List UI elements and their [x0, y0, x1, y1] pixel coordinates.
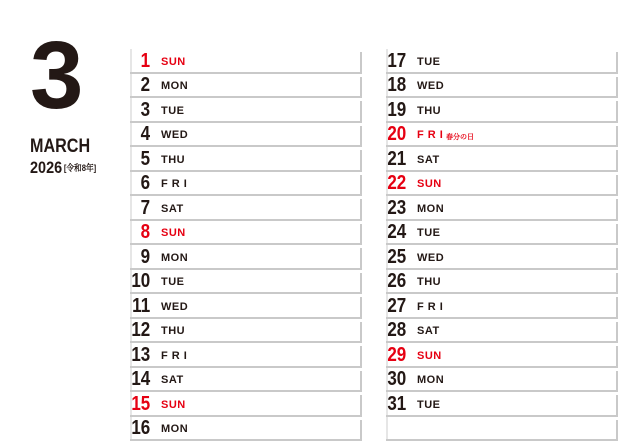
day-row [130, 417, 362, 442]
day-number: 19 [387, 98, 406, 121]
day-row [130, 294, 362, 319]
day-of-week: SUN [417, 349, 442, 362]
day-of-week: SAT [161, 202, 184, 215]
day-row [386, 123, 618, 148]
day-of-week: WED [161, 129, 189, 141]
day-number: 17 [387, 49, 406, 72]
day-of-week: SAT [417, 153, 440, 166]
day-row [130, 74, 362, 99]
day-row [386, 74, 618, 99]
day-row [386, 147, 618, 172]
day-row [386, 221, 618, 246]
day-of-week: THU [417, 276, 442, 288]
day-number: 27 [387, 294, 406, 317]
day-row [386, 368, 618, 393]
day-number: 2 [140, 74, 150, 96]
day-of-week: WED [161, 300, 189, 313]
day-of-week: SUN [161, 398, 186, 411]
day-row [386, 417, 618, 442]
day-row [386, 294, 618, 319]
day-row [130, 245, 362, 270]
day-row [130, 98, 362, 123]
day-row [386, 245, 618, 270]
day-row [130, 49, 362, 74]
day-row [386, 319, 618, 344]
day-number: 23 [387, 196, 406, 219]
day-number: 29 [387, 343, 406, 366]
day-row [386, 270, 618, 295]
day-of-week: MON [417, 202, 445, 215]
day-row [130, 123, 362, 148]
day-number: 14 [131, 368, 150, 390]
day-of-week: THU [417, 104, 442, 117]
day-row [130, 392, 362, 417]
day-of-week: MON [161, 80, 189, 92]
day-row [386, 392, 618, 417]
day-of-week: SUN [417, 178, 442, 190]
day-row [386, 98, 618, 123]
day-number: 20 [387, 123, 406, 145]
day-number: 31 [387, 392, 406, 415]
day-of-week: TUE [161, 276, 185, 288]
day-of-week: F R I [161, 178, 188, 190]
day-of-week: F R I [417, 300, 444, 313]
day-of-week: MON [417, 374, 445, 386]
day-number: 25 [387, 245, 406, 268]
day-number: 26 [387, 270, 406, 292]
day-row [386, 196, 618, 221]
day-row [386, 343, 618, 368]
day-number: 28 [387, 319, 406, 341]
day-of-week: THU [161, 325, 186, 337]
right-day-column [386, 49, 618, 441]
day-number: 4 [140, 123, 150, 145]
day-number: 10 [131, 270, 150, 292]
day-of-week: SUN [161, 55, 186, 68]
day-of-week: F R I [417, 129, 444, 141]
era-label: [令和8年] [63, 163, 97, 173]
day-number: 7 [140, 196, 150, 219]
holiday-name: 春分の日 [446, 132, 474, 141]
day-row [130, 196, 362, 221]
day-of-week: MON [161, 423, 189, 435]
day-row [130, 172, 362, 197]
day-row [386, 49, 618, 74]
day-number: 1 [140, 49, 150, 72]
day-of-week: WED [417, 251, 445, 264]
day-number: 15 [131, 392, 150, 415]
day-number: 12 [131, 319, 150, 341]
day-of-week: TUE [417, 398, 441, 411]
day-number: 30 [387, 368, 406, 390]
day-of-week: WED [417, 80, 445, 92]
day-row [130, 319, 362, 344]
day-number: 16 [131, 417, 150, 439]
day-number: 5 [140, 147, 150, 170]
day-row [130, 343, 362, 368]
day-of-week: SUN [161, 227, 186, 239]
day-number: 22 [387, 172, 406, 194]
day-row [130, 270, 362, 295]
day-of-week: TUE [417, 227, 441, 239]
day-number: 18 [387, 74, 406, 96]
day-of-week: F R I [161, 349, 188, 362]
day-row [386, 172, 618, 197]
day-of-week: MON [161, 251, 189, 264]
day-of-week: TUE [417, 55, 441, 68]
day-number: 24 [387, 221, 406, 243]
day-row [130, 221, 362, 246]
day-row [130, 147, 362, 172]
day-number: 13 [131, 343, 150, 366]
day-of-week: TUE [161, 104, 185, 117]
month-number: 3 [30, 22, 82, 129]
day-number: 8 [140, 221, 150, 243]
day-number: 6 [140, 172, 150, 194]
day-number: 3 [140, 98, 150, 121]
day-of-week: SAT [161, 374, 184, 386]
day-row [130, 368, 362, 393]
day-number: 11 [132, 294, 150, 317]
day-of-week: THU [161, 153, 186, 166]
day-of-week: SAT [417, 325, 440, 337]
year: 2026 [30, 158, 63, 177]
left-day-column [130, 49, 362, 441]
day-number: 21 [387, 147, 406, 170]
year-line [30, 158, 96, 178]
month-name: MARCH [30, 136, 91, 157]
day-number: 9 [140, 245, 150, 268]
